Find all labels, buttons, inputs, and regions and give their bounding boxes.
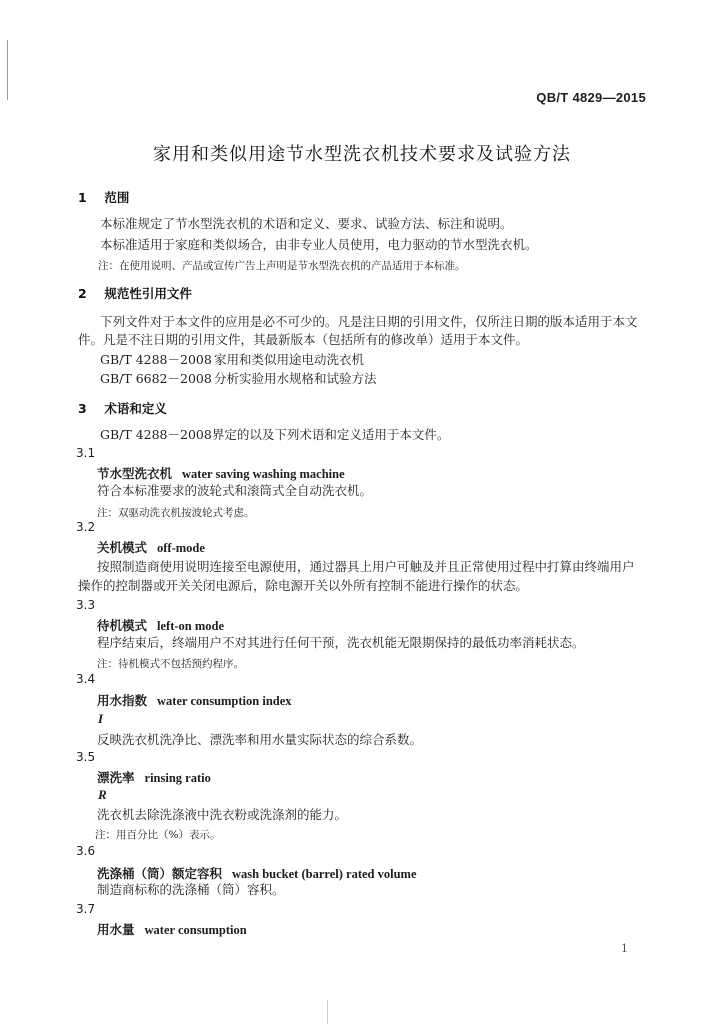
- term-en: water saving washing machine: [182, 467, 345, 481]
- page-number: 1: [621, 942, 628, 955]
- clause-number: 3.5: [76, 750, 96, 764]
- paragraph: 本标准规定了节水型洗衣机的术语和定义、要求、试验方法、标注和说明。: [100, 216, 513, 231]
- clause-number: 3.7: [76, 902, 96, 916]
- clause-number: 3.4: [76, 672, 96, 686]
- note: 注：待机模式不包括预约程序。: [97, 658, 244, 670]
- section-number: 1: [78, 190, 87, 205]
- definition: 符合本标准要求的波轮式和滚筒式全自动洗衣机。: [97, 483, 373, 498]
- term-heading: [97, 864, 417, 882]
- term-en: off-mode: [157, 541, 205, 555]
- standard-code: QB/T 4829—2015: [536, 90, 646, 105]
- reference-title: 家用和类似用途电动洗衣机: [213, 352, 364, 367]
- section-heading-2: [78, 284, 192, 302]
- term-en: water consumption: [144, 923, 247, 937]
- definition: 操作的控制器或开关关闭电源后，除电源开关以外所有控制不能进行操作的状态。: [78, 578, 529, 593]
- term-zh: 待机模式: [97, 618, 148, 633]
- term-symbol: I: [98, 711, 104, 726]
- section-title: 范围: [104, 190, 130, 205]
- reference-row: [100, 369, 377, 387]
- paragraph: 本标准适用于家庭和类似场合，由非专业人员使用，电力驱动的节水型洗衣机。: [100, 237, 538, 252]
- term-zh: 用水量: [97, 922, 135, 937]
- note: 注：用百分比（%）表示。: [95, 829, 221, 841]
- reference-row: [100, 350, 364, 368]
- definition: 制造商标称的洗涤桶（筒）容积。: [97, 882, 285, 897]
- term-zh: 节水型洗衣机: [97, 466, 173, 481]
- clause-number: 3.2: [76, 520, 96, 534]
- term-zh: 用水指数: [97, 693, 148, 708]
- definition: 洗衣机去除洗涤液中洗衣粉或洗涤剂的能力。: [97, 807, 348, 822]
- section-title: 规范性引用文件: [104, 286, 192, 301]
- section-heading-1: [78, 188, 129, 206]
- term-en: water consumption index: [157, 694, 292, 708]
- definition: 按照制造商使用说明连接至电源使用，通过器具上用户可触及并且正常使用过程中打算由终端用户: [97, 559, 635, 574]
- term-heading: [97, 920, 247, 938]
- term-zh: 洗涤桶（筒）额定容积: [97, 866, 223, 881]
- section-title: 术语和定义: [104, 401, 167, 416]
- term-heading: [97, 616, 224, 634]
- document-title: 家用和类似用途节水型洗衣机技术要求及试验方法: [153, 144, 571, 165]
- term-heading: [97, 768, 211, 786]
- term-heading: [97, 538, 205, 556]
- reference-title: 分析实验用水规格和试验方法: [213, 371, 377, 386]
- note: 注：双驱动洗衣机按波轮式考虑。: [97, 507, 255, 519]
- term-en: rinsing ratio: [144, 771, 211, 785]
- section-number: 3: [78, 401, 87, 416]
- section-heading-3: [78, 399, 167, 417]
- clause-number: 3.1: [76, 446, 96, 460]
- scan-edge-line: [327, 1000, 328, 1024]
- term-heading: [97, 464, 345, 482]
- term-zh: 关机模式: [97, 540, 148, 555]
- term-en: left-on mode: [157, 619, 225, 633]
- paragraph: 件。凡是不注日期的引用文件，其最新版本（包括所有的修改单）适用于本文件。: [78, 332, 529, 347]
- paragraph: 下列文件对于本文件的应用是必不可少的。凡是注日期的引用文件，仅所注日期的版本适用于本文: [100, 314, 638, 329]
- term-heading: [97, 691, 292, 709]
- term-en: wash bucket (barrel) rated volume: [232, 867, 417, 881]
- scan-edge-line: [7, 40, 8, 100]
- definition: 反映洗衣机洗净比、漂洗率和用水量实际状态的综合系数。: [97, 732, 423, 747]
- reference-code: GB/T 4288－2008: [100, 352, 212, 367]
- definition: 程序结束后，终端用户不对其进行任何干预，洗衣机能无限期保持的最低功率消耗状态。: [97, 635, 585, 650]
- clause-number: 3.3: [76, 598, 96, 612]
- term-symbol: R: [98, 787, 107, 802]
- term-zh: 漂洗率: [97, 770, 135, 785]
- section-number: 2: [78, 286, 87, 301]
- paragraph: GB/T 4288－2008界定的以及下列术语和定义适用于本文件。: [100, 427, 450, 442]
- reference-code: GB/T 6682－2008: [100, 371, 212, 386]
- clause-number: 3.6: [76, 844, 96, 858]
- note: 注：在使用说明、产品或宣传广告上声明是节水型洗衣机的产品适用于本标准。: [98, 260, 466, 272]
